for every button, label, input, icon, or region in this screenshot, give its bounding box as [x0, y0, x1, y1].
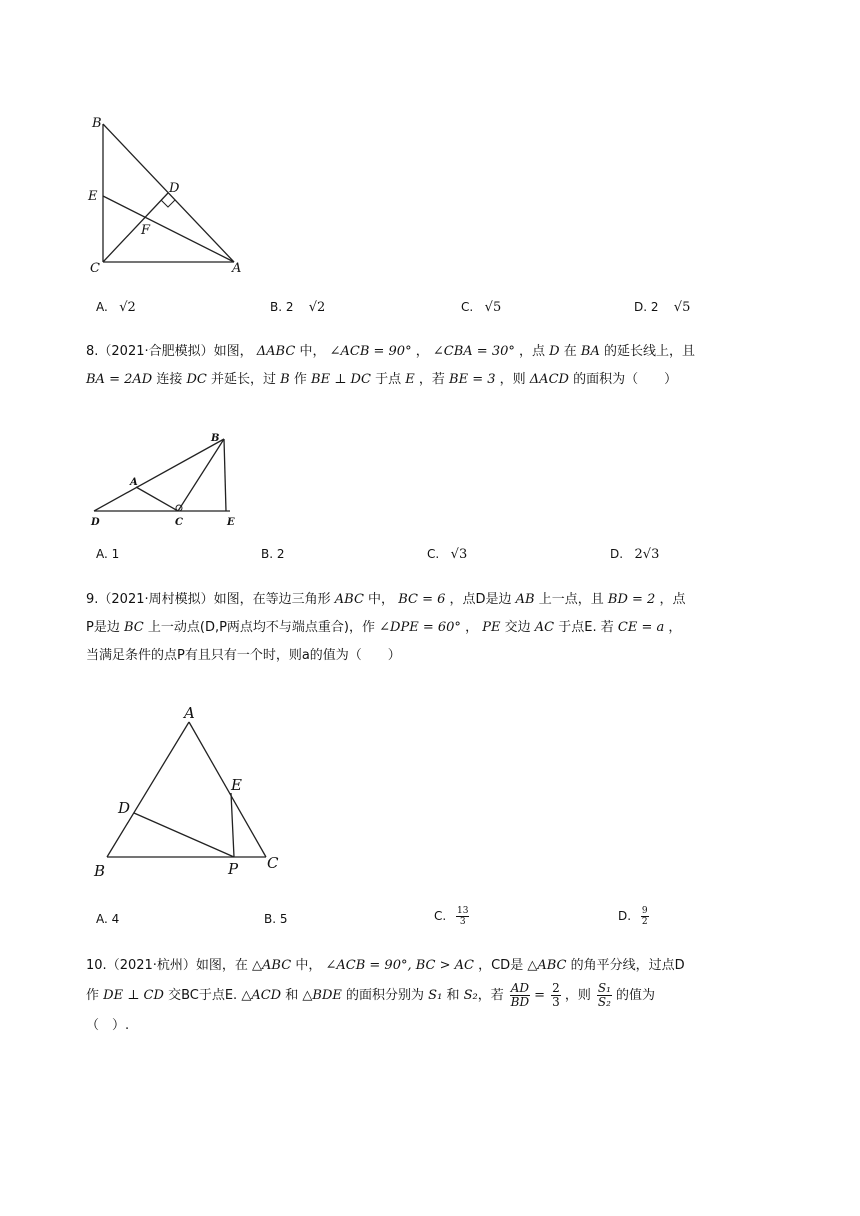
label-a: A: [184, 704, 195, 722]
figure-q7: [84, 110, 264, 280]
segment-ac: [136, 487, 178, 511]
fraction-s1-s2: $\frac{\text{S₁}}{\text{S₂}}$: [597, 981, 611, 1009]
option-q8-b[interactable]: B. 2: [261, 547, 285, 561]
label-d: D: [118, 799, 131, 817]
label-f: F: [141, 223, 151, 238]
option-q7-c[interactable]: C. √5: [461, 300, 502, 315]
option-q7-a[interactable]: A. √2: [96, 300, 136, 315]
fraction-13-3: $\frac{13}{3}$: [457, 906, 469, 927]
label-a: A: [232, 261, 242, 276]
option-q8-d[interactable]: D. 2√3: [610, 547, 660, 562]
option-q7-d[interactable]: D. 2 √5: [634, 300, 691, 315]
segment-dp: [134, 813, 234, 857]
right-angle-mark: [161, 200, 175, 207]
segment-ep: [231, 793, 234, 857]
label-c: C: [175, 517, 183, 528]
option-q7-b[interactable]: B. 2 √2: [270, 300, 326, 315]
question-8: 8.（2021·合肥模拟）如图， ΔABC 中， ∠ACB = 90° ， ∠CBA = 30° ，点 D 在 BA 的延长线上，且 BA = 2AD 连接 DC 并延长，过 B 作 BE ⊥ DC 于点 E ，若 BE = 3 ，则 ΔACD 的面积为（ ）: [86, 344, 695, 387]
fraction-2-3: $\frac{2}{3}$: [552, 981, 560, 1009]
fraction-9-2: $\frac{9}{2}$: [641, 906, 648, 927]
fraction-ad-bd: $\frac{AD}{BD}$: [510, 981, 530, 1009]
question-9: 9.（2021·周村模拟）如图，在等边三角形 ABC 中， BC = 6 ，点D是边 AB 上一点，且 BD = 2 ，点 P是边 BC 上一动点(D,P两点均不与端点重合)，作 ∠DPE = 60° ， PE 交边 AC 于点E. 若 CE = a ， 当满足条件的点P有且只有一个时，则a的值为（ ）: [86, 592, 686, 663]
option-q9-a[interactable]: A. 4: [96, 912, 120, 926]
question-10: 10.（2021·杭州）如图，在 △ABC 中， ∠ACB = 90°, BC > AC ，CD是 △ABC 的角平分线，过点D 作 DE ⊥ CD 交BC于点E. △ACD 和 △BDE 的面积分别为 S₁ 和 S₂，若 $\frac{AD}{BD}$ = $\frac{2}{3}$ ，则 $\frac{\text{S₁}}{\text{S₂}}$ 的值为 （ ）.: [86, 958, 685, 1033]
label-d: D: [169, 181, 180, 196]
option-q9-b[interactable]: B. 5: [264, 912, 288, 926]
label-a: A: [130, 477, 138, 488]
label-c: C: [267, 854, 279, 872]
label-e: E: [231, 776, 242, 794]
label-b: B: [211, 433, 220, 444]
segment-ba: [107, 722, 189, 857]
segment-ac: [189, 722, 266, 857]
label-b: B: [94, 862, 106, 880]
option-q9-d[interactable]: D. $\frac{9}{2}$: [618, 906, 648, 927]
segment-cd: [103, 193, 168, 262]
figure-q9: [86, 700, 286, 885]
option-q9-c[interactable]: C. $\frac{13}{3}$: [434, 906, 469, 927]
option-q8-a[interactable]: A. 1: [96, 547, 120, 561]
label-e: E: [227, 517, 235, 528]
label-e: E: [88, 189, 98, 204]
option-q8-c[interactable]: C. √3: [427, 547, 468, 562]
segment-be: [224, 439, 226, 511]
label-p: P: [228, 860, 239, 878]
label-b: B: [92, 116, 102, 131]
label-c: C: [90, 261, 100, 276]
segment-cb: [178, 439, 224, 511]
label-d: D: [91, 517, 100, 528]
figure-q8: [86, 428, 246, 528]
